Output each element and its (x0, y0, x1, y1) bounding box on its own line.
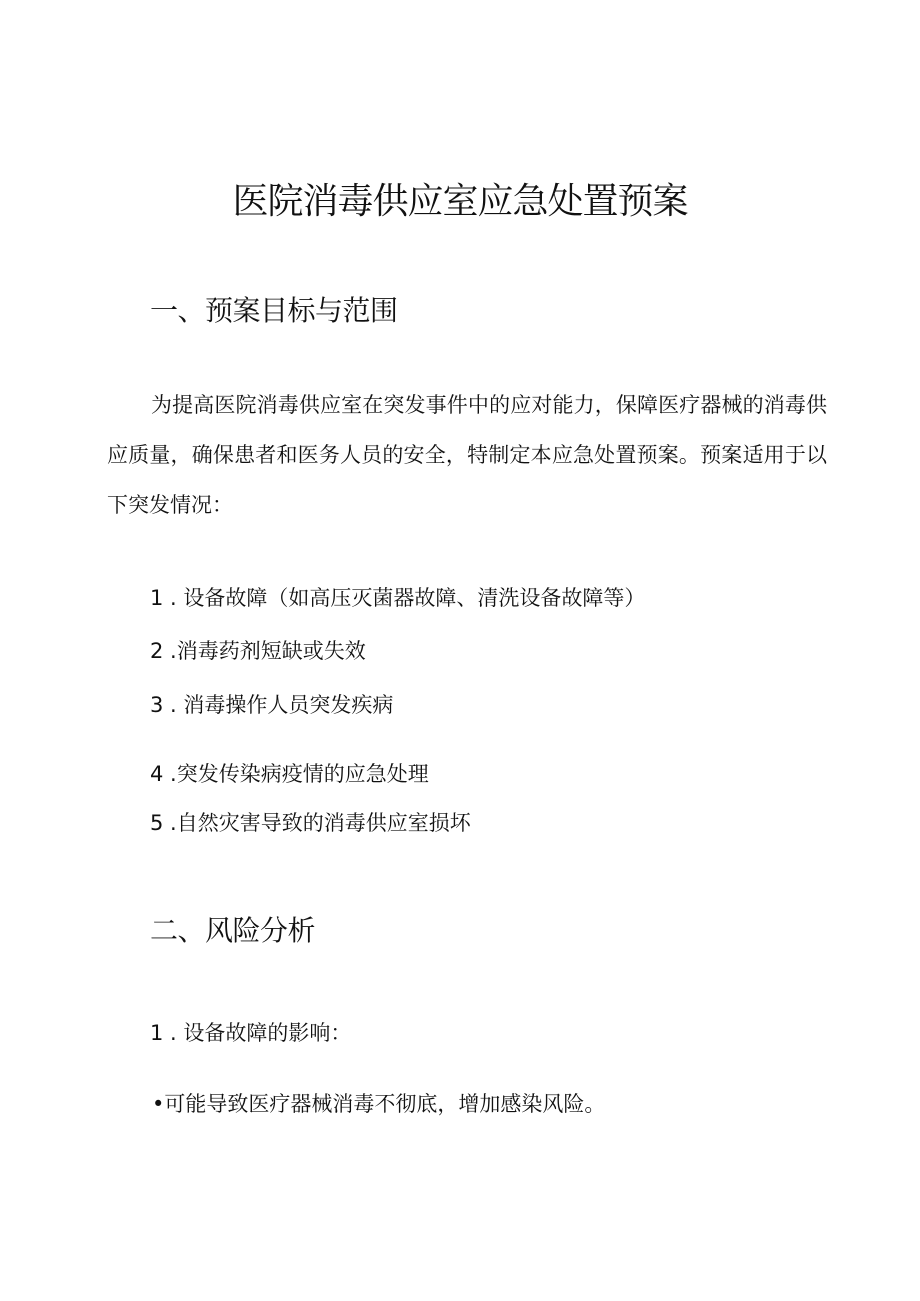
scope-paragraph: 为提高医院消毒供应室在突发事件中的应对能力，保障医疗器械的消毒供应质量，确保患者和医务人员的安全，特制定本应急处置预案。预案适用于以下突发情况： (107, 393, 827, 517)
document-title: 医院消毒供应室应急处置预案 (232, 181, 688, 222)
scope-list-item: 2 .消毒药剂短缺或失效 (150, 639, 366, 663)
scope-list-item: 3 . 消毒操作人员突发疾病 (150, 693, 394, 717)
scope-list-item: 1 . 设备故障（如高压灭菌器故障、清洗设备故障等） (150, 586, 646, 610)
scope-list-item: 4 .突发传染病疫情的应急处理 (150, 762, 429, 786)
risk-list-item: 1 . 设备故障的影响： (150, 1021, 352, 1045)
scope-list-item: 5 .自然灾害导致的消毒供应室损坏 (150, 811, 471, 835)
section-heading-risk: 二、风险分析 (150, 914, 316, 947)
section-heading-scope: 一、预案目标与范围 (150, 294, 398, 327)
risk-bullet-item: •可能导致医疗器械消毒不彻底，增加感染风险。 (152, 1092, 606, 1116)
